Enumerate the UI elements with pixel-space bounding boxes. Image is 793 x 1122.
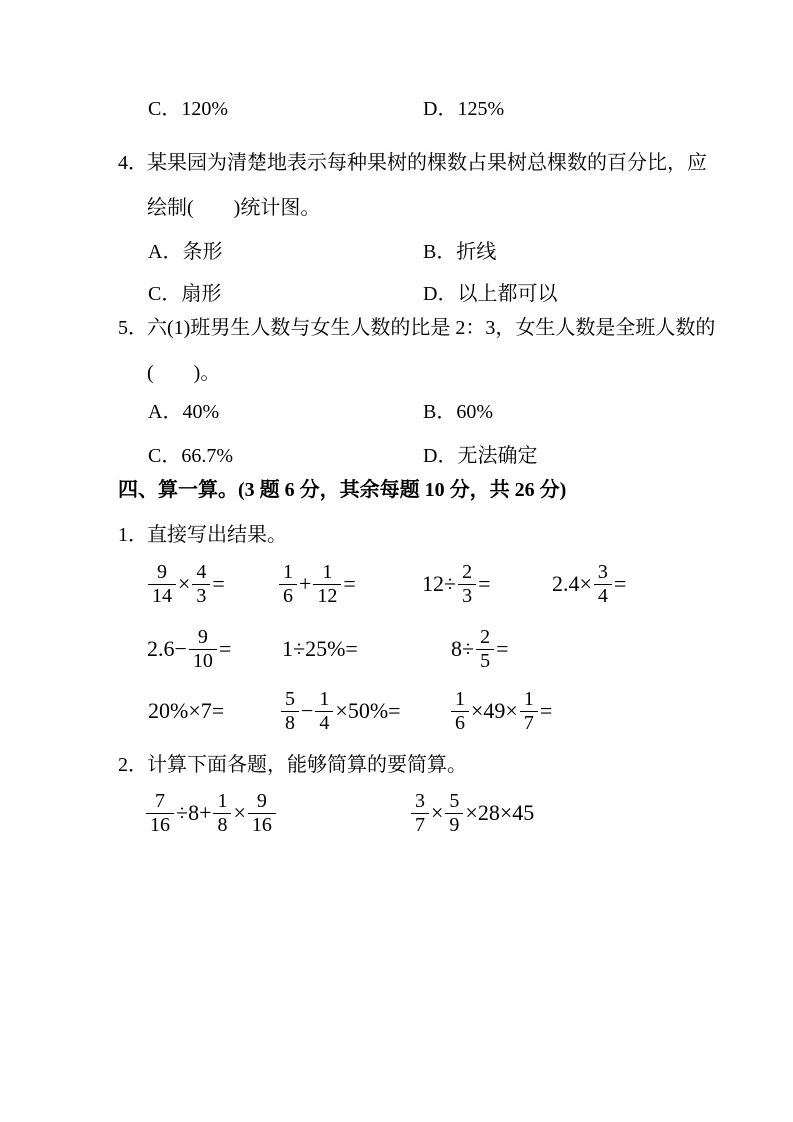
math-text: ÷8+ bbox=[176, 800, 212, 825]
q4-option-d: D．以上都可以 bbox=[423, 283, 558, 305]
section4-header bbox=[118, 477, 566, 504]
sub2-number: 2． bbox=[118, 754, 148, 776]
math-text: 12÷ bbox=[422, 571, 457, 596]
math-expression bbox=[421, 556, 492, 612]
math-text: × bbox=[178, 571, 191, 596]
math-expression bbox=[551, 556, 627, 612]
math-text: 20%×7= bbox=[148, 698, 225, 723]
fraction: $\frac{1}{4}$ bbox=[315, 688, 333, 735]
math-text: ×50%= bbox=[335, 698, 401, 723]
sub1-number: 1． bbox=[118, 524, 148, 546]
q5-text-line1: 六(1)班男生人数与女生人数的比是 2：3，女生人数是全班人数的 bbox=[147, 317, 716, 339]
math-text: + bbox=[299, 571, 312, 596]
math-text: = bbox=[539, 698, 553, 723]
math-text: × bbox=[431, 800, 444, 825]
section4-title-note: (3 题 6 分，其余每题 10 分，共 26 分) bbox=[238, 479, 567, 501]
fraction: $\frac{5}{8}$ bbox=[281, 688, 299, 735]
fraction: $\frac{1}{7}$ bbox=[520, 688, 538, 735]
fraction: $\frac{1}{6}$ bbox=[451, 688, 469, 735]
fraction: $\frac{1}{6}$ bbox=[279, 561, 297, 608]
math-text: − bbox=[301, 698, 314, 723]
math-expression bbox=[450, 621, 510, 677]
fraction: $\frac{4}{3}$ bbox=[192, 561, 210, 608]
q4-option-c: C．扇形 bbox=[148, 283, 222, 305]
math-text: 1÷25%= bbox=[282, 636, 358, 661]
math-text: = bbox=[496, 636, 509, 661]
math-expression bbox=[147, 683, 225, 739]
fraction: $\frac{3}{7}$ bbox=[411, 790, 429, 837]
q4-option-a: A．条形 bbox=[148, 241, 223, 263]
math-expression bbox=[281, 621, 359, 677]
q5-option-d: D．无法确定 bbox=[423, 445, 538, 467]
math-text: ×49× bbox=[471, 698, 518, 723]
fraction: $\frac{9}{14}$ bbox=[148, 561, 176, 608]
q3-option-c: C．120% bbox=[148, 98, 228, 120]
math-text: × bbox=[233, 800, 246, 825]
q4-text-line2: 绘制( )统计图。 bbox=[147, 197, 321, 219]
fraction: $\frac{2}{3}$ bbox=[458, 561, 476, 608]
math-text: = bbox=[343, 571, 356, 596]
q4-number: 4． bbox=[118, 152, 148, 174]
q5-option-a: A．40% bbox=[148, 401, 220, 423]
fraction: $\frac{9}{16}$ bbox=[248, 790, 276, 837]
math-text: 2.4× bbox=[552, 571, 592, 596]
math-text: ×28×45 bbox=[465, 800, 535, 825]
math-expression bbox=[146, 621, 232, 677]
math-expression bbox=[145, 785, 277, 841]
math-text: = bbox=[478, 571, 491, 596]
q5-number: 5． bbox=[118, 317, 148, 339]
fraction: $\frac{5}{9}$ bbox=[445, 790, 463, 837]
q3-option-d: D．125% bbox=[423, 98, 505, 120]
fraction: $\frac{9}{10}$ bbox=[189, 626, 217, 673]
sub1-text: 直接写出结果。 bbox=[147, 524, 287, 546]
math-text: 2.6− bbox=[147, 636, 187, 661]
math-expression bbox=[450, 683, 553, 739]
math-text: = bbox=[218, 636, 232, 661]
q5-option-c: C．66.7% bbox=[148, 445, 233, 467]
math-expression bbox=[147, 556, 226, 612]
fraction: $\frac{2}{5}$ bbox=[476, 626, 494, 673]
math-text: = bbox=[613, 571, 627, 596]
math-expression bbox=[410, 785, 535, 841]
section4-title: 四、算一算。 bbox=[118, 479, 238, 501]
q5-text-line2: ( )。 bbox=[147, 362, 221, 384]
sub2-text: 计算下面各题，能够简算的要简算。 bbox=[147, 754, 467, 776]
q4-text-line1: 某果园为清楚地表示每种果树的棵数占果树总棵数的百分比，应 bbox=[147, 152, 707, 174]
fraction: $\frac{3}{4}$ bbox=[594, 561, 612, 608]
math-expression bbox=[278, 556, 357, 612]
fraction: $\frac{7}{16}$ bbox=[146, 790, 174, 837]
fraction: $\frac{1}{12}$ bbox=[313, 561, 341, 608]
q5-option-b: B．60% bbox=[423, 401, 493, 423]
q4-option-b: B．折线 bbox=[423, 241, 497, 263]
math-text: 8÷ bbox=[451, 636, 475, 661]
math-expression bbox=[280, 683, 402, 739]
fraction: $\frac{1}{8}$ bbox=[213, 790, 231, 837]
math-text: = bbox=[212, 571, 225, 596]
